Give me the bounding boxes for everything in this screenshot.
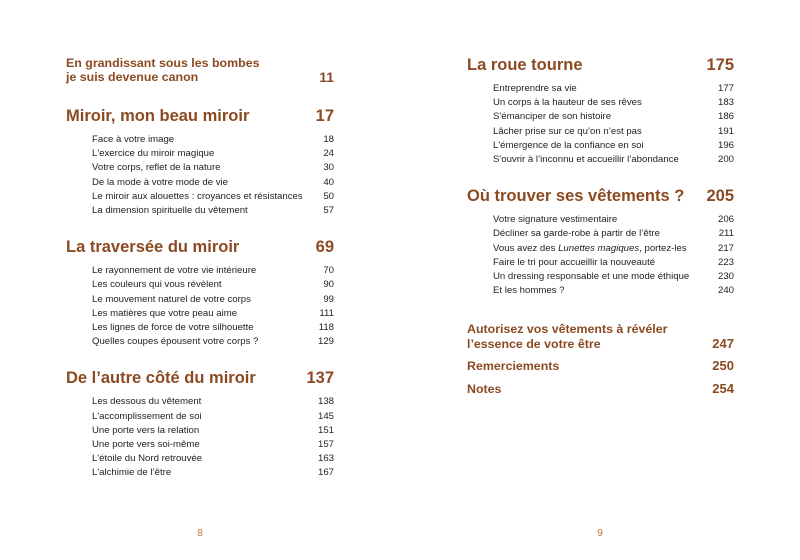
extra-title xyxy=(467,322,667,351)
extra-entry-remerciements[interactable] xyxy=(467,359,734,374)
entry-page-number: 40 xyxy=(323,176,334,188)
chapter-miroir xyxy=(66,106,334,218)
toc-entry[interactable] xyxy=(493,256,734,270)
entry-title: L'accomplissement de soi xyxy=(92,410,202,422)
entry-title: Votre signature vestimentaire xyxy=(493,214,618,226)
entry-page-number: 138 xyxy=(317,396,334,408)
entry-page-number: 118 xyxy=(318,322,334,334)
entry-title: Votre corps, reflet de la nature xyxy=(92,162,221,174)
intro-title-line-2: je suis devenue canon xyxy=(66,70,199,84)
toc-entry[interactable] xyxy=(92,466,334,480)
chapter-heading[interactable] xyxy=(66,106,334,126)
entry-title: Face à votre image xyxy=(92,134,175,145)
entry-page-number: 99 xyxy=(323,293,334,305)
extra-title-line-1: Autorisez vos vêtements à révéler xyxy=(467,322,668,337)
entry-title: Un corps à la hauteur de ses rêves xyxy=(493,97,642,109)
chapter-title: De l’autre côté du miroir xyxy=(66,369,256,388)
entry-page-number: 167 xyxy=(317,467,334,479)
toc-entry[interactable] xyxy=(92,438,334,452)
entry-title: Quelles coupes épousent votre corps ? xyxy=(92,336,259,348)
entry-page-number: 240 xyxy=(717,285,734,297)
entry-page-number: 217 xyxy=(717,242,734,254)
chapter-page-number: 137 xyxy=(306,369,334,388)
toc-entry[interactable] xyxy=(92,147,334,161)
entry-page-number: 70 xyxy=(323,265,334,277)
extra-title: Remerciements xyxy=(467,359,560,374)
entry-title: L'exercice du miroir magique xyxy=(92,148,215,160)
entry-page-number: 183 xyxy=(717,97,734,109)
entry-title: Le mouvement naturel de votre corps xyxy=(92,293,251,305)
entry-title: Les dessous du vêtement xyxy=(92,396,202,408)
entry-page-number: 230 xyxy=(717,271,734,283)
entry-title: Et les hommes ? xyxy=(493,285,565,297)
toc-entry[interactable] xyxy=(92,176,334,190)
entry-title: L'émergence de la confiance en soi xyxy=(493,139,644,151)
entry-title xyxy=(493,242,687,256)
toc-entry[interactable] xyxy=(493,270,734,284)
chapter-autre-cote xyxy=(66,368,334,480)
entry-title: Décliner sa garde-robe à partir de l’être xyxy=(493,228,660,240)
extra-page-number: 247 xyxy=(712,335,734,351)
extra-entry-notes[interactable] xyxy=(467,382,734,397)
chapter-entries xyxy=(66,264,334,349)
right-page xyxy=(400,0,800,560)
entry-title: Un dressing responsable et une mode éthique xyxy=(493,271,690,283)
entry-title: Une porte vers la relation xyxy=(92,424,200,436)
toc-entry[interactable] xyxy=(92,293,334,307)
entry-title: Une porte vers soi-même xyxy=(92,439,200,451)
entry-page-number: 24 xyxy=(323,148,334,160)
entry-title: Les lignes de force de votre silhouette xyxy=(92,322,254,334)
entry-page-number: 191 xyxy=(717,125,734,137)
toc-entry[interactable] xyxy=(493,227,734,241)
extra-page-number: 254 xyxy=(712,380,734,396)
entry-title: S'ouvrir à l’inconnu et accueillir l’abondance xyxy=(493,154,679,166)
toc-entry[interactable] xyxy=(92,335,334,349)
intro-title xyxy=(66,56,259,84)
entry-page-number: 157 xyxy=(317,439,334,451)
chapter-page-number: 69 xyxy=(315,238,334,257)
chapter-heading[interactable] xyxy=(467,186,734,206)
entry-page-number: 206 xyxy=(717,214,734,226)
left-page-number: 8 xyxy=(197,528,203,539)
entry-title: L'étoile du Nord retrouvée xyxy=(92,453,203,465)
entry-title-italic: Lunettes magiques xyxy=(558,242,640,254)
chapter-heading[interactable] xyxy=(467,55,734,75)
entry-page-number: 90 xyxy=(323,279,334,291)
toc-entry[interactable] xyxy=(493,139,734,153)
entry-title: Les couleurs qui vous révèlent xyxy=(92,279,222,291)
entry-page-number: 163 xyxy=(317,453,334,465)
chapter-entries xyxy=(467,82,734,167)
entry-page-number: 30 xyxy=(323,162,334,174)
toc-entry[interactable] xyxy=(92,410,334,424)
toc-entry[interactable] xyxy=(92,321,334,335)
entry-title: La dimension spirituelle du vêtement xyxy=(92,205,248,217)
toc-entry[interactable] xyxy=(92,307,334,321)
toc-entry[interactable] xyxy=(493,153,734,167)
entry-title-post: , portez-les xyxy=(639,242,687,254)
entry-page-number: 177 xyxy=(717,83,734,94)
chapter-heading[interactable] xyxy=(66,237,334,257)
toc-entry[interactable] xyxy=(493,284,734,298)
chapter-entries xyxy=(66,395,334,480)
toc-entry[interactable] xyxy=(92,204,334,218)
entry-page-number: 111 xyxy=(319,307,334,319)
toc-entry[interactable] xyxy=(493,213,734,227)
entry-title: Entreprendre sa vie xyxy=(493,83,577,94)
extra-page-number: 250 xyxy=(712,358,734,374)
entry-page-number: 211 xyxy=(718,228,734,240)
entry-page-number: 129 xyxy=(317,336,334,348)
chapter-page-number: 175 xyxy=(706,56,734,74)
chapter-title: La traversée du miroir xyxy=(66,238,240,257)
entry-title: Le rayonnement de votre vie intérieure xyxy=(92,265,257,277)
entry-page-number: 200 xyxy=(717,154,734,166)
right-toc-column xyxy=(467,55,734,396)
toc-entry[interactable] xyxy=(493,242,734,256)
entry-title-pre: Vous avez des xyxy=(493,242,559,254)
entry-title: Les matières que votre peau aime xyxy=(92,307,238,319)
toc-entry[interactable] xyxy=(92,133,334,147)
toc-entry[interactable] xyxy=(493,110,734,124)
entry-title: Lâcher prise sur ce qu’on n’est pas xyxy=(493,125,642,137)
entry-page-number: 145 xyxy=(317,410,334,422)
toc-entry[interactable] xyxy=(493,82,734,96)
chapter-title: Où trouver ses vêtements ? xyxy=(467,187,685,206)
intro-page-number: 11 xyxy=(319,69,334,85)
entry-page-number: 50 xyxy=(323,190,334,202)
toc-entry[interactable] xyxy=(92,190,334,204)
extra-title: Notes xyxy=(467,381,502,396)
entry-page-number: 151 xyxy=(317,424,334,436)
toc-entry[interactable] xyxy=(92,424,334,438)
entry-title: S'émanciper de son histoire xyxy=(493,111,612,123)
chapter-page-number: 17 xyxy=(315,107,334,125)
entry-page-number: 18 xyxy=(323,134,334,145)
toc-entry[interactable] xyxy=(493,96,734,110)
toc-entry[interactable] xyxy=(493,125,734,139)
chapter-traversee xyxy=(66,237,334,349)
chapter-title: Miroir, mon beau miroir xyxy=(66,107,250,125)
entry-title: De la mode à votre mode de vie xyxy=(92,176,228,188)
toc-entry[interactable] xyxy=(92,452,334,466)
entry-page-number: 223 xyxy=(717,256,734,268)
extra-title-line-2: l’essence de votre être xyxy=(467,336,601,351)
intro-entry[interactable] xyxy=(66,56,334,84)
toc-entry[interactable] xyxy=(92,278,334,292)
chapter-entries xyxy=(66,133,334,218)
chapter-heading[interactable] xyxy=(66,368,334,388)
entry-title: L'alchimie de l’être xyxy=(92,467,172,479)
chapter-entries xyxy=(467,213,734,298)
extra-entry-autorisez[interactable] xyxy=(467,322,734,351)
chapter-title: La roue tourne xyxy=(467,56,583,74)
chapter-vetements xyxy=(467,186,734,298)
entry-title: Faire le tri pour accueillir la nouveauté xyxy=(493,256,656,268)
entry-page-number: 196 xyxy=(717,139,734,151)
right-page-number: 9 xyxy=(597,528,603,539)
toc-entry[interactable] xyxy=(92,161,334,175)
entry-title: Le miroir aux alouettes : croyances et résistances xyxy=(92,190,303,202)
toc-entry[interactable] xyxy=(92,395,334,409)
intro-title-line-1: En grandissant sous les bombes xyxy=(66,56,260,70)
entry-page-number: 57 xyxy=(323,205,334,217)
chapter-page-number: 205 xyxy=(706,187,734,206)
left-toc-column xyxy=(66,56,334,500)
chapter-roue-tourne xyxy=(467,55,734,167)
entry-page-number: 186 xyxy=(717,111,734,123)
toc-entry[interactable] xyxy=(92,264,334,278)
